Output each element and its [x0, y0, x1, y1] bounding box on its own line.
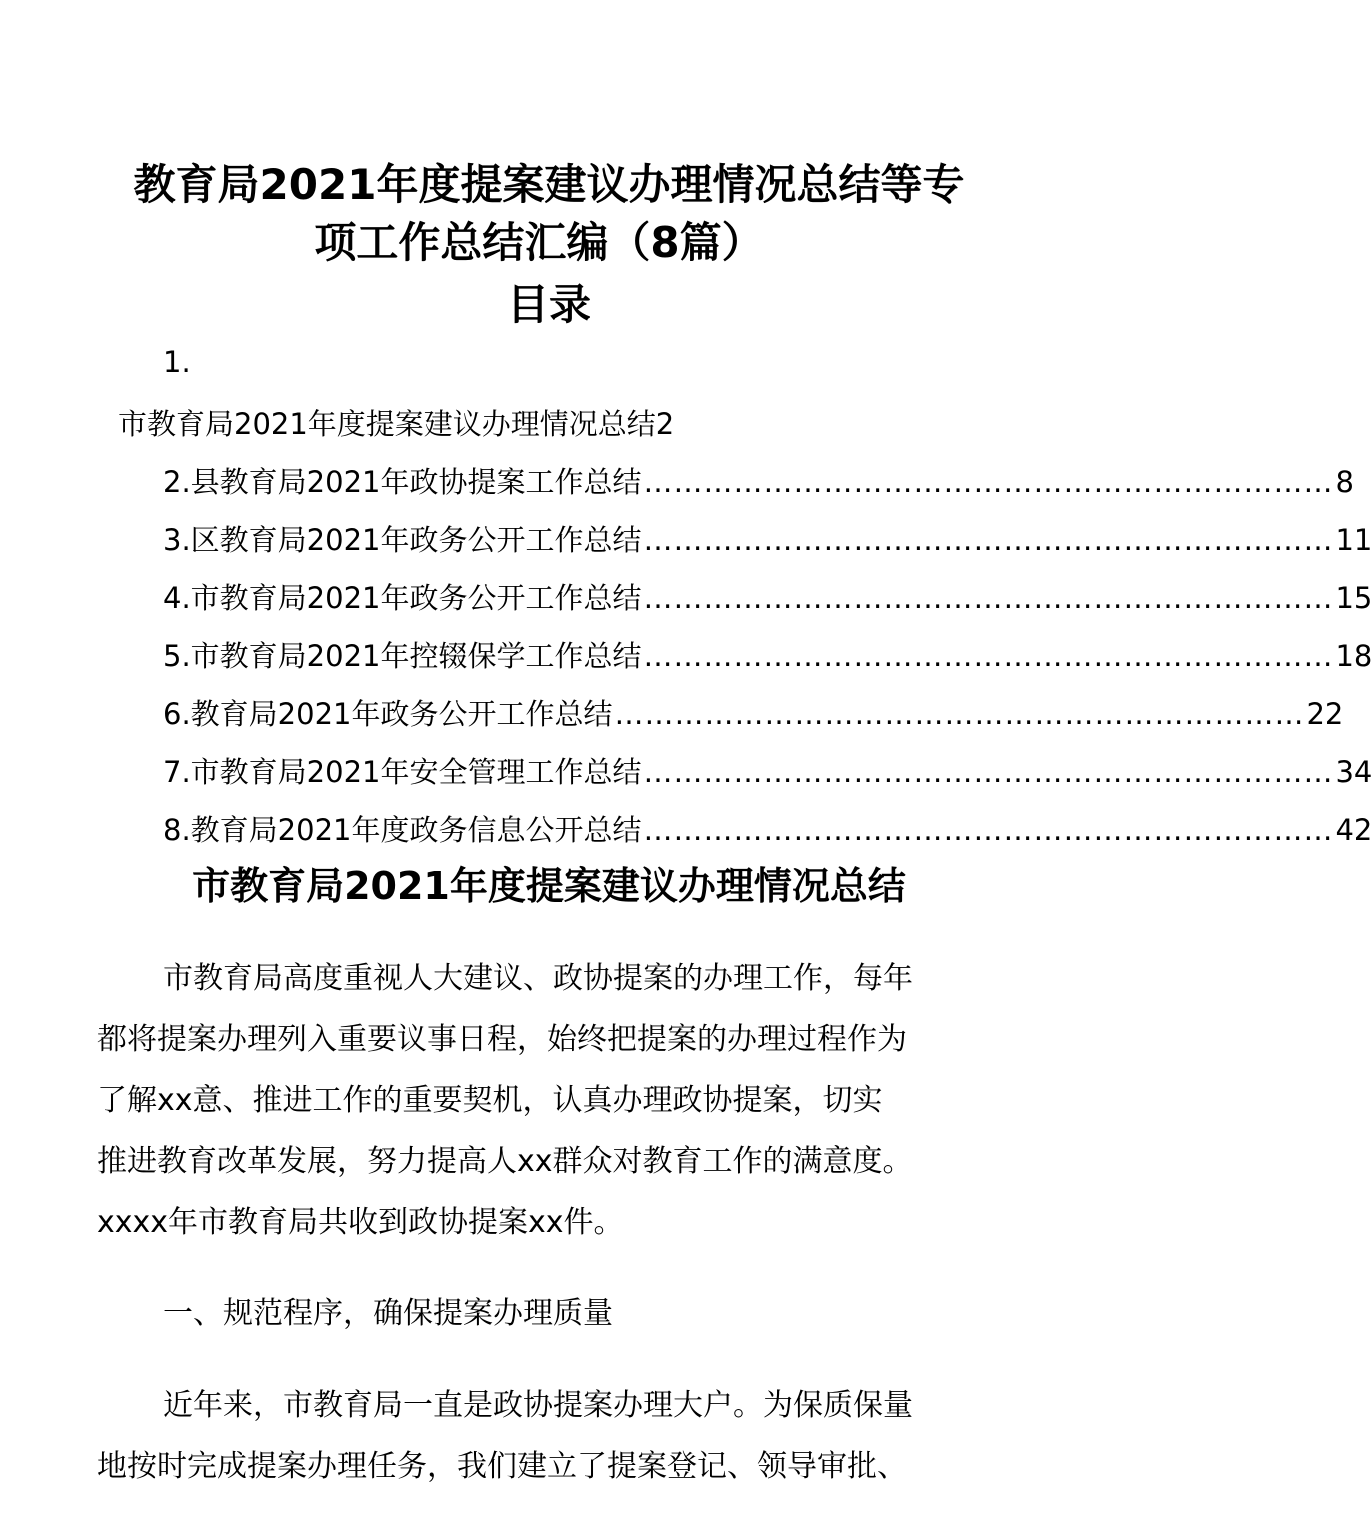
toc-leader-dots: …………………………………………………………… [643, 523, 1334, 557]
toc-item-page: 8 [1335, 465, 1354, 499]
toc-leader-dots: …………………………………………………………… [643, 465, 1334, 499]
toc-item-label: 4.市教育局2021年政务公开工作总结 [163, 581, 642, 615]
toc-item[interactable] [163, 750, 1372, 791]
toc-item-page: 11 [1335, 523, 1372, 557]
toc-item-label: 5.市教育局2021年控辍保学工作总结 [163, 639, 642, 673]
toc-leader-dots: …………………………………………………………… [643, 813, 1334, 847]
toc-leader-dots: …………………………………………………………… [643, 755, 1334, 789]
document-title-line-2: 项工作总结汇编（8篇） [314, 218, 764, 267]
toc-item-label: 8.教育局2021年度政务信息公开总结 [163, 813, 642, 847]
toc-item-page: 22 [1306, 697, 1344, 731]
toc-item-label: 6.教育局2021年政务公开工作总结 [163, 697, 613, 731]
toc-leader-dots: …………………………………………………………… [614, 697, 1305, 731]
body-paragraph-line: 近年来，市教育局一直是政协提案办理大户。为保质保量 [163, 1388, 913, 1423]
body-paragraph-line: 推进教育改革发展，努力提高人xx群众对教育工作的满意度。 [97, 1144, 913, 1179]
document-title-line-1: 教育局2021年度提案建议办理情况总结等专 [133, 160, 965, 209]
toc-item-page: 15 [1335, 581, 1372, 615]
body-paragraph-line: 都将提案办理列入重要议事日程，始终把提案的办理过程作为 [97, 1022, 907, 1057]
toc-item[interactable] [163, 692, 1344, 733]
body-paragraph-line: xxxx年市教育局共收到政协提案xx件。 [97, 1205, 624, 1240]
toc-item-label: 2.县教育局2021年政协提案工作总结 [163, 465, 642, 499]
toc-item[interactable] [163, 576, 1372, 617]
toc-item-label: 3.区教育局2021年政务公开工作总结 [163, 523, 642, 557]
toc-item-page: 34 [1335, 755, 1372, 789]
body-subheading: 一、规范程序，确保提案办理质量 [163, 1296, 613, 1331]
toc-item-page: 42 [1335, 813, 1372, 847]
toc-item[interactable] [163, 634, 1372, 675]
toc-heading: 目录 [506, 280, 591, 329]
body-paragraph-line: 市教育局高度重视人大建议、政协提案的办理工作，每年 [163, 961, 913, 996]
toc-item[interactable] [163, 518, 1372, 559]
toc-item[interactable] [163, 460, 1354, 501]
body-paragraph-line: 地按时完成提案办理任务，我们建立了提案登记、领导审批、 [97, 1449, 907, 1484]
toc-first-label: 市教育局2021年度提案建议办理情况总结2 [118, 407, 675, 441]
toc-item-label: 7.市教育局2021年安全管理工作总结 [163, 755, 642, 789]
toc-item-page: 18 [1335, 639, 1372, 673]
toc-first-number: 1. [163, 345, 191, 379]
toc-leader-dots: …………………………………………………………… [643, 639, 1334, 673]
section-title: 市教育局2021年度提案建议办理情况总结 [192, 864, 906, 908]
body-paragraph-line: 了解xx意、推进工作的重要契机，认真办理政协提案，切实 [97, 1083, 883, 1118]
toc-item[interactable] [163, 808, 1372, 849]
toc-leader-dots: …………………………………………………………… [643, 581, 1334, 615]
